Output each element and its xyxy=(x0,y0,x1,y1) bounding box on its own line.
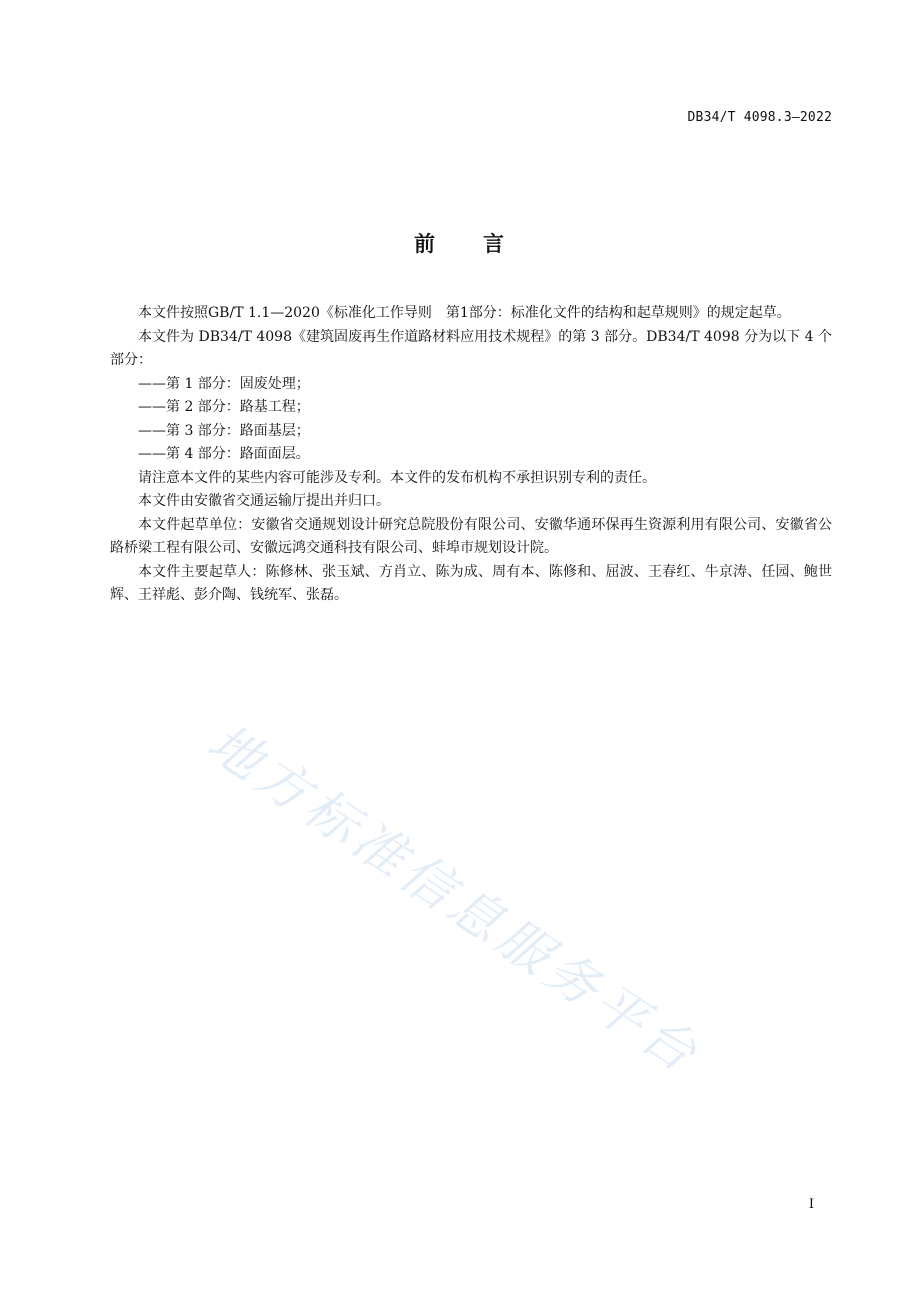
list-item-part-1: ——第 1 部分：固废处理； xyxy=(138,375,310,392)
page-number: I xyxy=(808,1197,814,1212)
paragraph-drafters: 本文件主要起草人：陈修林、张玉斌、方肖立、陈为成、周有本、陈修和、屈波、王春红、牛京涛、任园、鲍世辉、王祥彪、彭介陶、钱统军、张磊。 xyxy=(110,563,832,603)
title-char-2: 言 xyxy=(483,232,506,256)
list-item-part-3: ——第 3 部分：路面基层； xyxy=(138,422,310,439)
paragraph-drafting-units: 本文件起草单位：安徽省交通规划设计研究总院股份有限公司、安徽华通环保再生资源利用有限公司、安徽省公路桥梁工程有限公司、安徽远鸿交通科技有限公司、蚌埠市规划设计院。 xyxy=(110,516,832,556)
list-item-part-2: ——第 2 部分：路基工程； xyxy=(138,399,310,415)
paragraph-drafting-rules: 本文件按照GB/T 1.1—2020《标准化工作导则 第1部分：标准化文件的结构和起草规则》的规定起草。 xyxy=(138,305,791,321)
watermark: 地方标准信息服务平台 xyxy=(196,712,711,1087)
paragraph-patent-notice: 请注意本文件的某些内容可能涉及专利。本文件的发布机构不承担识别专利的责任。 xyxy=(138,469,656,486)
paragraph-part-intro: 本文件为 DB34/T 4098《建筑固废再生作道路材料应用技术规程》的第 3 部分。DB34/T 4098 分为以下 4 个部分： xyxy=(110,328,832,368)
list-item-part-4: ——第 4 部分：路面面层。 xyxy=(138,446,310,462)
page-title xyxy=(0,228,920,258)
title-char-1: 前 xyxy=(414,232,437,256)
foreword-body xyxy=(110,302,832,608)
document-code: DB34/T 4098.3—2022 xyxy=(687,110,832,125)
paragraph-proposer: 本文件由安徽省交通运输厅提出并归口。 xyxy=(138,493,390,509)
